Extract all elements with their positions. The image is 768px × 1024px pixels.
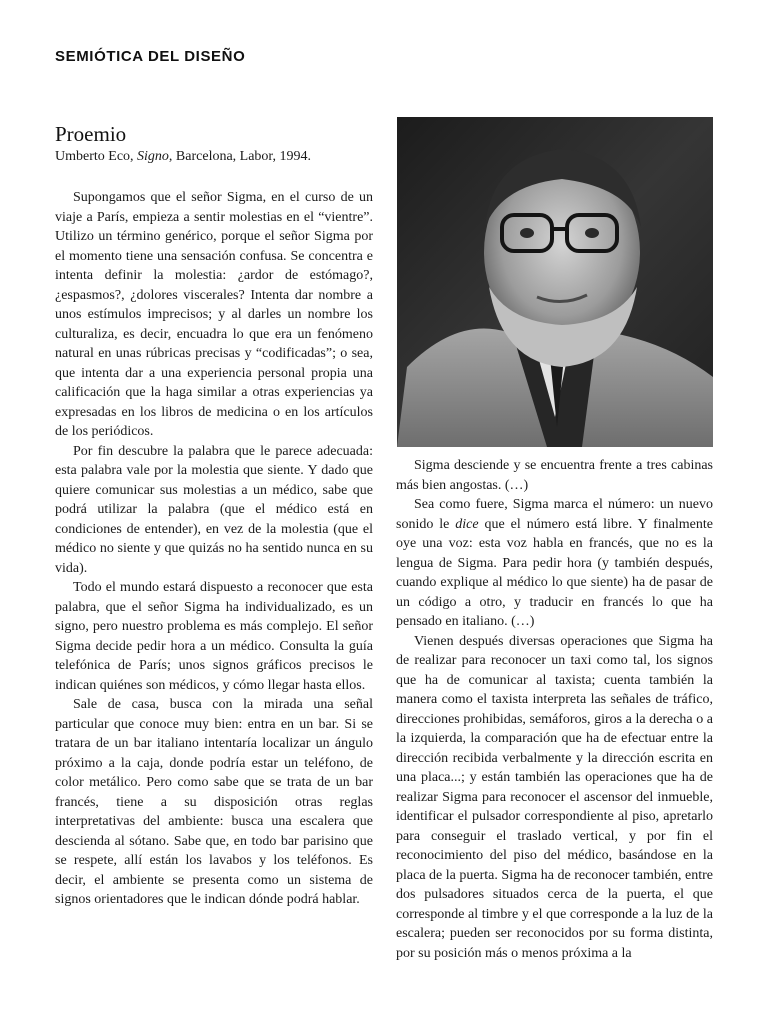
text-run: que el número está libre. Y finalmente oye una voz: esta voz habla en francés, que no es la lengua de Sigma. Para pedir hora (y también después, cuando explique al médico lo que siente) ha de pasar de un código a otro, y traducir en francés lo que ha pensado en italiano. (…) — [396, 516, 714, 629]
citation-details: , Barcelona, Labor, 1994. — [168, 149, 312, 164]
paragraph: Todo el mundo estará dispuesto a reconocer que esta palabra, que el señor Sigma ha individualizado, es un signo, pero nuestro problema es más complejo. El señor Sigma decide pedir hora a un médico. Consulta la guía telefónica de París; unos signos gráficos precisos le indican quiénes son médicos, y cómo llegar hasta ellos. — [55, 580, 373, 693]
paragraph — [396, 495, 713, 632]
article-title: Proemio — [55, 122, 127, 146]
left-body — [55, 188, 373, 910]
paragraph: Sigma desciende y se encuentra frente a tres cabinas más bien angostas. (…) — [396, 458, 713, 493]
paragraph: Vienen después diversas operaciones que Sigma ha de realizar para reconocer un taxi como tal, los signos que ha de comunicar al taxista; cuenta también la manera como el taxista interpreta las señales de tráfico, direcciones prohibidas, semáforos, giros a la derecha o a la izquierda, la comparación que ha de efectuar entre la dirección recibida verbalmente y la dirección escrita en una placa...; y están también las operaciones que ha de realizar Sigma para reconocer el ascensor del inmueble, identificar el pulsador correspondiente al piso, apretarlo para conseguir el traslado vertical, y por fin el reconocimiento del piso del médico, basándose en la placa de la puerta. Sigma ha de reconocer también, entre dos pulsadores situados cerca de la puerta, el que corresponde al timbre y el que corresponde a la luz de la escalera; pueden ser reconocidos por su forma distinta, por su posición más o menos próxima a la — [396, 633, 713, 961]
portrait-illustration — [397, 117, 713, 447]
paragraph: Supongamos que el señor Sigma, en el curso de un viaje a París, empieza a sentir molestias en el “vientre”. Utilizo un término genérico, porque el señor Sigma por el momento tiene una sensación confusa. Se concentra e intenta definir la molestia: ¿ardor de estómago?, ¿espasmos?, ¿dolores viscerales? Intenta dar nombre a unos estímulos imprecisos; y al darles un nombre los culturaliza, es decir, encuadra lo que era un fenómeno natural en unas rúbricas precisas y “codificadas”; o sea, que intenta dar a una experiencia personal propia una calificación que la haga similar a otras experiencias ya expresadas en los libros de medicina o en los artículos de los periódicos. — [55, 190, 373, 439]
article-citation — [55, 148, 373, 166]
right-column — [396, 456, 713, 963]
paragraph: Por fin descubre la palabra que le parece adecuada: esta palabra vale por la molestia que siente. Y dado que quiere comunicar sus molestias a un médico, sabe que podrá utilizar la palabra (que el médico está en condiciones de entender), en vez de la molestia (que el médico no siente y que quizás no ha sentido nunca en su vida). — [55, 443, 373, 576]
author-portrait-photo — [397, 117, 713, 447]
paragraph: Sale de casa, busca con la mirada una señal particular que conoce muy bien: entra en un bar. Si se tratara de un bar italiano intentaría localizar un ángulo próximo a la caja, donde podría estar un teléfono, de color metálico. Pero como sabe que se trata de un bar francés, tiene a su disposición otras reglas interpretativas del ambiente: busca una escalera que descienda al sótano. Sabe que, en todo bar parisino que se respete, allí están los lavabos y los teléfonos. Es decir, el ambiente se presenta como un sistema de signos orientadores que le indican dónde podrá hablar. — [55, 697, 373, 907]
italic-word: dice — [455, 516, 479, 532]
text-run: Sea como fuere, Sigma marca el número: un nuevo sonido le — [396, 497, 713, 532]
left-column — [55, 122, 373, 910]
citation-work: Signo — [137, 149, 169, 164]
citation-author: Umberto Eco, — [55, 149, 138, 164]
running-header: SEMIÓTICA DEL DISEÑO — [55, 48, 246, 65]
